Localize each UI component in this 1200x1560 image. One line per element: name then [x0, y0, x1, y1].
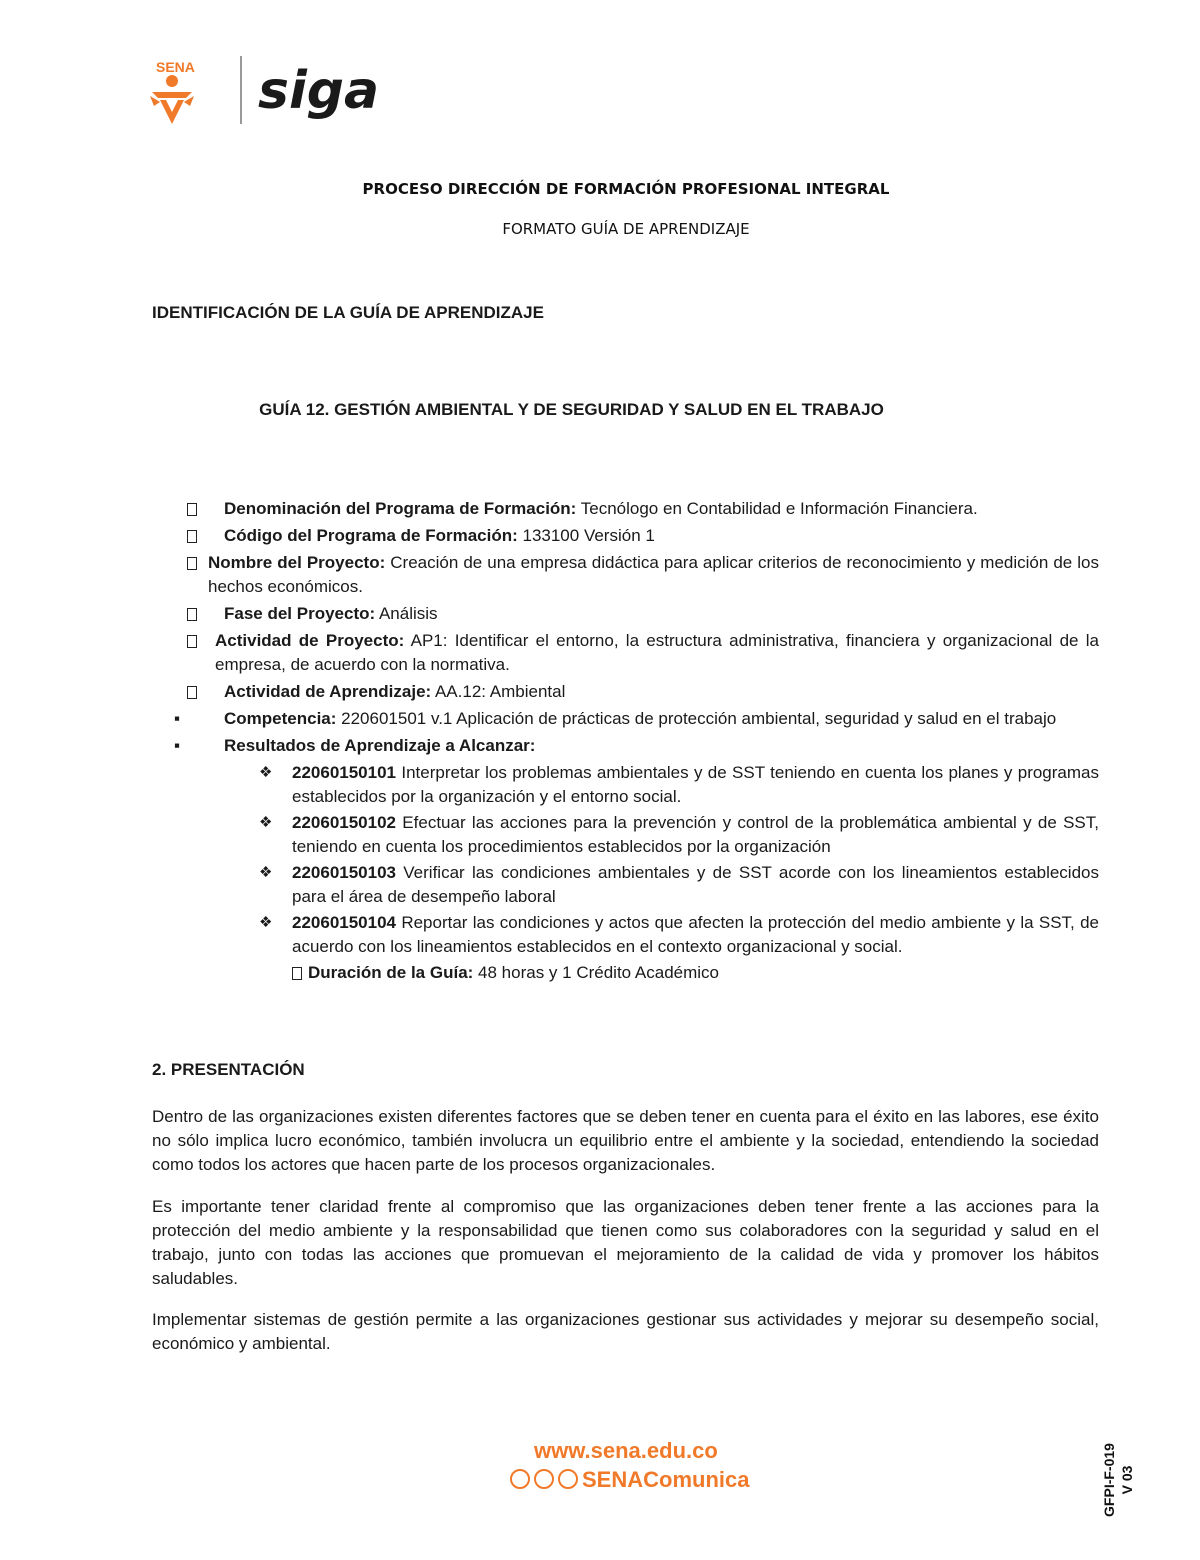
twitter-icon — [510, 1469, 530, 1489]
duration-value: 48 horas y 1 Crédito Académico — [473, 963, 719, 982]
list-item — [152, 707, 1099, 731]
document-code — [1100, 1400, 1140, 1560]
logo-graphic — [150, 52, 390, 132]
paragraph: Es importante tener claridad frente al compromiso que las organizaciones deben tener frente a las acciones para la protección del medio ambiente y la responsabilidad que tienen como sus colaboradores con la seguridad y salud en el trabajo, junto con todas las acciones que promuevan el mejoramiento de la calidad de vida y promover los hábitos saludables. — [152, 1197, 1099, 1288]
guide-info-list — [152, 497, 1099, 985]
format-title: FORMATO GUÍA DE APRENDIZAJE — [502, 220, 750, 238]
bullet-icon: ▪ — [174, 736, 181, 755]
section-heading: 2. PRESENTACIÓN — [152, 1060, 305, 1079]
process-title: PROCESO DIRECCIÓN DE FORMACIÓN PROFESIONAL INTEGRAL — [362, 180, 890, 198]
checkbox-icon — [187, 530, 197, 543]
paragraph: Dentro de las organizaciones existen diferentes factores que se deben tener en cuenta para el éxito en las labores, ese éxito no sólo implica lucro económico, también involucra un equilibrio entre el ambiente y la sociedad, entendiendo la sociedad como todos los actores que hacen parte de los procesos organizacionales. — [152, 1107, 1099, 1174]
item-value: 133100 Versión 1 — [517, 526, 655, 545]
item-label: Nombre del Proyecto: — [208, 553, 386, 572]
footer-social — [510, 1467, 749, 1493]
list-item — [152, 524, 1099, 548]
list-item — [152, 602, 1099, 626]
item-value: AA.12: Ambiental — [431, 682, 566, 701]
footer-url: www.sena.edu.co — [534, 1438, 718, 1463]
checkbox-icon — [187, 557, 197, 570]
diamond-bullet-icon: ❖ — [259, 814, 273, 831]
list-item — [152, 551, 1099, 599]
list-item — [152, 680, 1099, 704]
guide-duration — [292, 961, 1099, 985]
document-code-line: GFPI-F-019 — [1101, 1443, 1117, 1517]
result-item — [259, 861, 1099, 909]
paragraph: Implementar sistemas de gestión permite a las organizaciones gestionar sus actividades y mejorar su desempeño social, económico y ambiental. — [152, 1310, 1099, 1353]
item-value: Tecnólogo en Contabilidad e Información Financiera. — [576, 499, 978, 518]
item-label: Resultados de Aprendizaje a Alcanzar: — [224, 736, 536, 755]
bullet-icon: ▪ — [174, 709, 181, 728]
list-item — [152, 497, 1099, 521]
learning-results-list — [259, 761, 1099, 959]
item-value: 220601501 v.1 Aplicación de prácticas de protección ambiental, seguridad y salud en el trabajo — [336, 709, 1057, 728]
checkbox-icon — [187, 503, 197, 516]
item-label: Código del Programa de Formación: — [224, 526, 518, 545]
result-item — [259, 761, 1099, 809]
item-value: Creación de una empresa didáctica para aplicar criterios de reconocimiento y medición de los hechos económicos. — [208, 553, 1099, 596]
instagram-icon — [534, 1469, 554, 1489]
document-version-line: V 03 — [1119, 1465, 1135, 1495]
item-value: Análisis — [375, 604, 438, 623]
diamond-bullet-icon: ❖ — [259, 764, 273, 781]
sena-logo-text: SENA — [156, 59, 195, 75]
item-label: Denominación del Programa de Formación: — [224, 499, 577, 518]
siga-logo-text: siga — [258, 61, 380, 121]
diamond-bullet-icon: ❖ — [259, 914, 273, 931]
diamond-bullet-icon: ❖ — [259, 864, 273, 881]
result-text: Verificar las condiciones ambientales y de SST acorde con los lineamientos establecidos para el área de desempeño laboral — [292, 863, 1099, 906]
checkbox-icon — [187, 686, 197, 699]
result-item — [259, 811, 1099, 859]
result-item — [259, 911, 1099, 959]
sena-siga-logo — [150, 52, 390, 132]
checkbox-icon — [292, 967, 302, 980]
duration-label: Duración de la Guía: — [308, 963, 474, 982]
result-text: Interpretar los problemas ambientales y de SST teniendo en cuenta los planes y programas establecidos por la organización y el entorno social. — [292, 763, 1099, 806]
guide-title: GUÍA 12. GESTIÓN AMBIENTAL Y DE SEGURIDAD Y SALUD EN EL TRABAJO — [259, 400, 884, 419]
result-code: 22060150101 — [292, 763, 397, 782]
list-item — [152, 734, 1099, 758]
item-value: AP1: Identificar el entorno, la estructura administrativa, financiera y organizacional de la empresa, de acuerdo con la normativa. — [215, 631, 1099, 674]
item-label: Actividad de Aprendizaje: — [224, 682, 432, 701]
result-code: 22060150103 — [292, 863, 397, 882]
item-label: Fase del Proyecto: — [224, 604, 376, 623]
result-text: Reportar las condiciones y actos que afecten la protección del medio ambiente y la SST, de acuerdo con los lineamientos establecidos en el contexto organizacional y social. — [292, 913, 1099, 956]
list-item — [152, 629, 1099, 677]
checkbox-icon — [187, 635, 197, 648]
result-code: 22060150102 — [292, 813, 397, 832]
result-code: 22060150104 — [292, 913, 397, 932]
identification-heading: IDENTIFICACIÓN DE LA GUÍA DE APRENDIZAJE — [152, 303, 544, 322]
item-label: Competencia: — [224, 709, 337, 728]
item-label: Actividad de Proyecto: — [215, 631, 405, 650]
facebook-icon — [558, 1469, 578, 1489]
result-text: Efectuar las acciones para la prevención y control de la problemática ambiental y de SST, teniendo en cuenta los procedimientos establecidos por la organización — [292, 813, 1099, 856]
social-handle: SENAComunica — [582, 1467, 750, 1492]
checkbox-icon — [187, 608, 197, 621]
